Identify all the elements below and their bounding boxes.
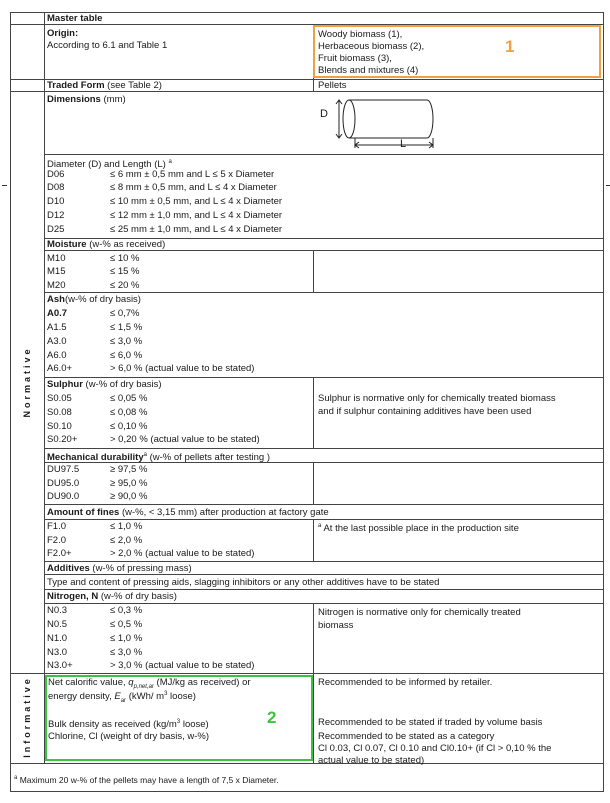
origin-description: According to 6.1 and Table 1 <box>47 40 168 51</box>
ash-label-bold: Ash <box>47 294 65 305</box>
ash-spec: ≤ 3,0 % <box>110 336 143 347</box>
rule <box>44 292 604 293</box>
dimension-spec: ≤ 10 mm ± 0,5 mm, and L ≤ 4 x Diameter <box>110 196 283 207</box>
length-label: L <box>400 138 407 150</box>
chlorine-label: Chlorine, Cl (weight of dry basis, w-%) <box>48 731 210 742</box>
rule <box>44 603 604 604</box>
nitrogen-label-bold: Nitrogen, N <box>47 591 99 602</box>
margin-tick <box>2 185 7 186</box>
nitrogen-code: N0.3 <box>47 605 68 616</box>
rule <box>44 377 604 378</box>
durability-code: DU90.0 <box>47 491 80 502</box>
fines-spec: ≤ 2,0 % <box>110 535 143 546</box>
nitrogen-code: N0.5 <box>47 619 68 630</box>
energy-text: energy density, <box>48 691 115 703</box>
chlorine-note: Recommended to be stated as a category <box>318 731 495 742</box>
rule <box>44 250 604 251</box>
callout-number-2: 2 <box>267 708 277 727</box>
sulphur-code: S0.10 <box>47 421 72 432</box>
callout-box-1 <box>313 25 601 78</box>
ash-spec: ≤ 0,7% <box>110 308 140 319</box>
dimension-code: D10 <box>47 196 65 207</box>
nitrogen-label-rest: (w-% of dry basis) <box>98 591 177 602</box>
energy-subscript: ar <box>120 698 127 705</box>
calorific-text: Net calorific value, <box>48 677 129 688</box>
master-table-title: Master table <box>47 13 103 24</box>
fines-code: F2.0 <box>47 535 67 546</box>
fines-spec: > 2,0 % (actual value to be stated) <box>110 548 255 559</box>
nitrogen-note: Nitrogen is normative only for chemically treated <box>318 607 521 618</box>
dimension-spec: ≤ 8 mm ± 0,5 mm, and L ≤ 4 x Diameter <box>110 182 277 193</box>
fines-label <box>47 507 329 518</box>
fines-note-text: At the last possible place in the production site <box>321 523 519 535</box>
dimensions-footnote-mark: a <box>168 159 172 165</box>
table-footnote <box>14 773 279 786</box>
rule-bottom <box>10 791 604 792</box>
table-footnote-mark: a <box>14 775 18 781</box>
traded-form-label <box>47 80 162 91</box>
rule <box>10 763 604 764</box>
pellet-cylinder-body <box>349 100 433 138</box>
moisture-code: M15 <box>47 266 66 277</box>
nitrogen-code: N3.0+ <box>47 660 73 671</box>
bulk-unit-exponent: 3 <box>176 719 181 725</box>
moisture-code: M20 <box>47 280 66 291</box>
durability-spec: ≥ 90,0 % <box>110 491 148 502</box>
moisture-label-rest: (w-% as received) <box>86 239 166 250</box>
dimension-code: D08 <box>47 182 65 193</box>
normative-side-label: Normative <box>22 346 32 418</box>
nitrogen-spec: ≤ 0,5 % <box>110 619 143 630</box>
ash-spec: > 6,0 % (actual value to be stated) <box>110 363 255 374</box>
fines-code: F2.0+ <box>47 548 72 559</box>
rule-left <box>10 12 11 791</box>
sulphur-note: and if sulphur containing additives have been used <box>318 406 532 417</box>
additives-text: Type and content of pressing aids, slagging inhibitors or any other additives have to be stated <box>47 577 440 588</box>
dimension-spec: ≤ 12 mm ± 1,0 mm, and L ≤ 4 x Diameter <box>110 210 283 221</box>
bulk-text-rest: loose) <box>180 719 209 731</box>
bulk-density-label <box>48 717 209 730</box>
dimension-code: D12 <box>47 210 65 221</box>
calorific-text-rest: (MJ/kg as received) or <box>153 677 251 688</box>
sulphur-code: S0.20+ <box>47 434 78 445</box>
rule-value-column <box>313 377 314 448</box>
ash-code: A0.7 <box>47 308 68 319</box>
sulphur-label-rest: (w-% of dry basis) <box>82 379 162 390</box>
ash-label-rest: (w-% of dry basis) <box>64 294 141 305</box>
energy-unit: (kWh/ m <box>126 691 165 703</box>
energy-text-rest: loose) <box>167 691 196 703</box>
origin-option: Woody biomass (1), <box>318 29 403 40</box>
margin-tick <box>606 185 610 186</box>
informative-side-label: Informative <box>22 676 32 758</box>
durability-footnote-mark: a <box>143 452 147 458</box>
dimensions-label-rest: (mm) <box>100 94 126 105</box>
nitrogen-code: N3.0 <box>47 647 68 658</box>
sulphur-spec: ≤ 0,05 % <box>110 393 148 404</box>
nitrogen-note: biomass <box>318 620 354 631</box>
nitrogen-spec: ≤ 0,3 % <box>110 605 143 616</box>
origin-label: Origin: <box>47 28 79 39</box>
energy-density-label <box>48 689 196 707</box>
dimension-spec: ≤ 6 mm ± 0,5 mm and L ≤ 5 x Diameter <box>110 169 275 180</box>
rule <box>10 673 604 674</box>
nitrogen-spec: ≤ 3,0 % <box>110 647 143 658</box>
moisture-spec: ≤ 20 % <box>110 280 140 291</box>
fines-label-rest: (w-%, < 3,15 mm) after production at factory gate <box>119 507 329 518</box>
origin-option: Fruit biomass (3), <box>318 53 392 64</box>
dimensions-label-bold: Dimensions <box>47 94 101 105</box>
rule <box>44 561 604 562</box>
additives-label-bold: Additives <box>47 563 90 574</box>
ash-code: A3.0 <box>47 336 67 347</box>
ash-code: A6.0+ <box>47 363 73 374</box>
rule <box>44 154 604 155</box>
durability-code: DU95.0 <box>47 478 80 489</box>
fines-code: F1.0 <box>47 521 67 532</box>
traded-form-label-bold: Traded Form <box>47 80 105 91</box>
ash-spec: ≤ 6,0 % <box>110 350 143 361</box>
pellet-dimension-diagram <box>315 95 455 153</box>
dimensions-label <box>47 94 126 105</box>
traded-form-value: Pellets <box>318 80 347 91</box>
dimensions-intro-text: Diameter (D) and Length (L) <box>47 159 169 171</box>
diameter-label: D <box>320 108 328 120</box>
rule-right <box>603 12 604 791</box>
durability-spec: ≥ 95,0 % <box>110 478 148 489</box>
dimension-spec: ≤ 25 mm ± 1,0 mm, and L ≤ 4 x Diameter <box>110 224 283 235</box>
rule-value-column <box>313 250 314 292</box>
rule <box>44 519 604 520</box>
dimension-code: D06 <box>47 169 65 180</box>
ash-code: A1.5 <box>47 322 67 333</box>
sulphur-spec: > 0,20 % (actual value to be stated) <box>110 434 260 445</box>
rule-value-column <box>313 519 314 561</box>
fines-note <box>318 521 519 534</box>
nitrogen-spec: > 3,0 % (actual value to be stated) <box>110 660 255 671</box>
pellet-cylinder-end <box>343 100 355 138</box>
calorific-note: Recommended to be informed by retailer. <box>318 677 493 688</box>
rule <box>44 504 604 505</box>
dimension-code: D25 <box>47 224 65 235</box>
energy-symbol: E <box>114 691 121 703</box>
calorific-symbol: q <box>128 677 134 688</box>
sulphur-spec: ≤ 0,10 % <box>110 421 148 432</box>
additives-label <box>47 563 192 574</box>
nitrogen-code: N1.0 <box>47 633 68 644</box>
origin-option: Blends and mixtures (4) <box>318 65 419 76</box>
calorific-subscript: p,net,ar <box>133 683 154 690</box>
sulphur-code: S0.08 <box>47 407 72 418</box>
additives-label-rest: (w-% of pressing mass) <box>89 563 192 574</box>
nitrogen-spec: ≤ 1,0 % <box>110 633 143 644</box>
sulphur-code: S0.05 <box>47 393 72 404</box>
rule-value-column <box>313 462 314 504</box>
moisture-label <box>47 239 165 250</box>
rule <box>44 574 604 575</box>
callout-number-1: 1 <box>505 37 515 56</box>
energy-unit-exponent: 3 <box>164 691 168 697</box>
rule <box>44 448 604 449</box>
rule-label-column <box>44 12 45 763</box>
durability-label-rest: (w-% of pellets after testing ) <box>146 452 270 464</box>
ash-spec: ≤ 1,5 % <box>110 322 143 333</box>
durability-code: DU97.5 <box>47 464 80 475</box>
fines-spec: ≤ 1,0 % <box>110 521 143 532</box>
sulphur-label <box>47 379 162 390</box>
rule <box>10 91 604 92</box>
durability-spec: ≥ 97,5 % <box>110 464 148 475</box>
sulphur-note: Sulphur is normative only for chemically treated biomass <box>318 393 556 404</box>
moisture-spec: ≤ 15 % <box>110 266 140 277</box>
nitrogen-label <box>47 591 177 602</box>
fines-label-bold: Amount of fines <box>47 507 120 518</box>
table-footnote-text: Maximum 20 w-% of the pellets may have a length of 7,5 x Diameter. <box>17 774 279 785</box>
rule-value-column <box>313 603 314 763</box>
sulphur-spec: ≤ 0,08 % <box>110 407 148 418</box>
bulk-density-note: Recommended to be stated if traded by volume basis <box>318 717 543 728</box>
moisture-label-bold: Moisture <box>47 239 87 250</box>
fines-note-footnote-mark: a <box>318 523 322 529</box>
moisture-spec: ≤ 10 % <box>110 253 140 264</box>
moisture-code: M10 <box>47 253 66 264</box>
ash-label <box>47 294 141 305</box>
rule <box>44 589 604 590</box>
durability-label-bold: Mechanical durability <box>47 452 144 464</box>
bulk-text: Bulk density as received (kg/m <box>48 719 177 731</box>
durability-label <box>47 450 270 463</box>
ash-code: A6.0 <box>47 350 67 361</box>
chlorine-note: actual value to be stated) <box>318 755 425 766</box>
origin-option: Herbaceous biomass (2), <box>318 41 425 52</box>
chlorine-note: Cl 0.03, Cl 0.07, Cl 0.10 and Cl0.10+ (if Cl > 0,10 % the <box>318 743 552 754</box>
traded-form-label-rest: (see Table 2) <box>104 80 162 91</box>
sulphur-label-bold: Sulphur <box>47 379 83 390</box>
